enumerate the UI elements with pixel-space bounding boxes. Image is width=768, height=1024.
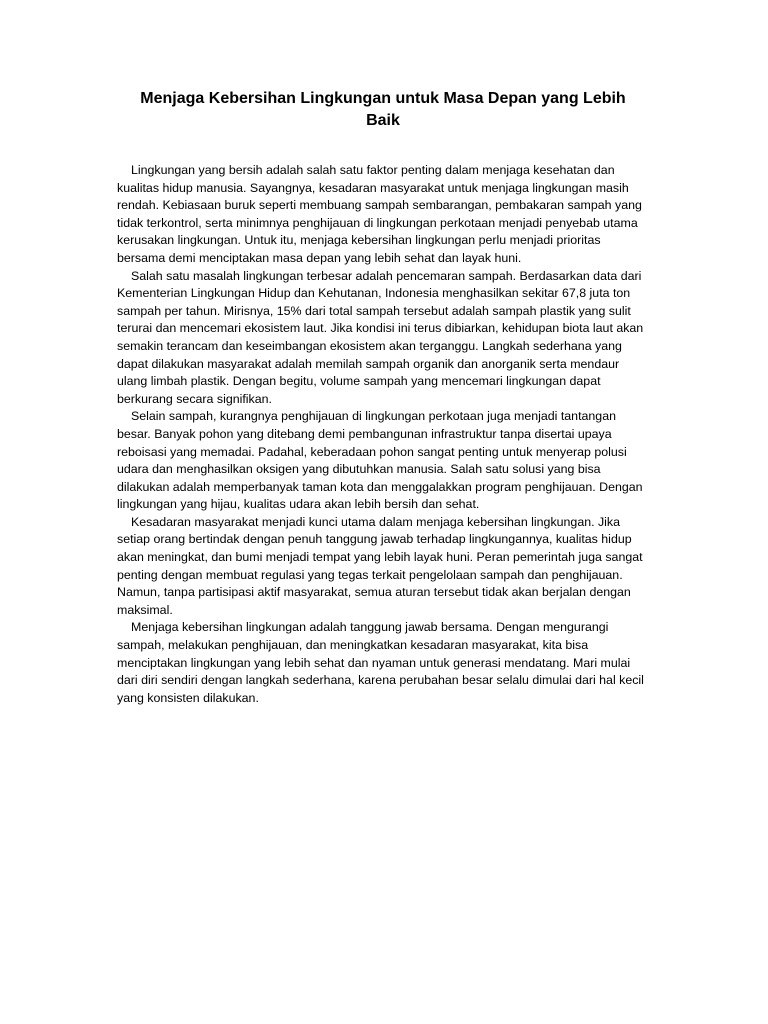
paragraph-2: Salah satu masalah lingkungan terbesar adalah pencemaran sampah. Berdasarkan data dari Kementerian Lingkungan Hidup dan Kehutanan, Indonesia menghasilkan sekitar 67,8 juta ton sampah per tahun. Mirisnya, 15% dari total sampah tersebut adalah sampah plastik yang sulit terurai dan mencemari ekosistem laut. Jika kondisi ini terus dibiarkan, kehidupan biota laut akan semakin terancam dan keseimbangan ekosistem akan terganggu. Langkah sederhana yang dapat dilakukan masyarakat adalah memilah sampah organik dan anorganik serta mendaur ulang limbah plastik. Dengan begitu, volume sampah yang mencemari lingkungan dapat berkurang secara signifikan.: [117, 268, 644, 406]
paragraph-1: Lingkungan yang bersih adalah salah satu faktor penting dalam menjaga kesehatan dan kualitas hidup manusia. Sayangnya, kesadaran masyarakat untuk menjaga lingkungan masih rendah. Kebiasaan buruk seperti membuang sampah sembarangan, pembakaran sampah yang tidak terkontrol, serta minimnya penghijauan di lingkungan perkotaan menjadi penyebab utama kerusakan lingkungan. Untuk itu, menjaga kebersihan lingkungan perlu menjadi prioritas bersama demi menciptakan masa depan yang lebih sehat dan layak huni.: [117, 163, 642, 265]
paragraph-4: Kesadaran masyarakat menjadi kunci utama dalam menjaga kebersihan lingkungan. Jika setiap orang bertindak dengan penuh tanggung jawab terhadap lingkungannya, kualitas hidup akan meningkat, dan bumi menjadi tempat yang lebih layak huni. Peran pemerintah juga sangat penting dengan membuat regulasi yang tegas terkait pengelolaan sampah dan penghijauan. Namun, tanpa partisipasi aktif masyarakat, semua aturan tersebut tidak akan berjalan dengan maksimal.: [117, 514, 643, 617]
document-page: [117, 88, 649, 707]
paragraph-5: Menjaga kebersihan lingkungan adalah tanggung jawab bersama. Dengan mengurangi sampah, melakukan penghijauan, dan meningkatkan kesadaran masyarakat, kita bisa menciptakan lingkungan yang lebih sehat dan nyaman untuk generasi mendatang. Mari mulai dari diri sendiri dengan langkah sederhana, karena perubahan besar selalu dimulai dari hal kecil yang konsisten dilakukan.: [117, 620, 644, 705]
document-title: Menjaga Kebersihan Lingkungan untuk Masa Depan yang Lebih Baik: [140, 90, 626, 129]
paragraph-3: Selain sampah, kurangnya penghijauan di lingkungan perkotaan juga menjadi tantangan besar. Banyak pohon yang ditebang demi pembangunan infrastruktur tanpa disertai upaya reboisasi yang memadai. Padahal, keberadaan pohon sangat penting untuk menyerap polusi udara dan menghasilkan oksigen yang dibutuhkan manusia. Salah satu solusi yang bisa dilakukan adalah memperbanyak taman kota dan menggalakkan program penghijauan. Dengan lingkungan yang hijau, kualitas udara akan lebih bersih dan sehat.: [117, 409, 643, 512]
